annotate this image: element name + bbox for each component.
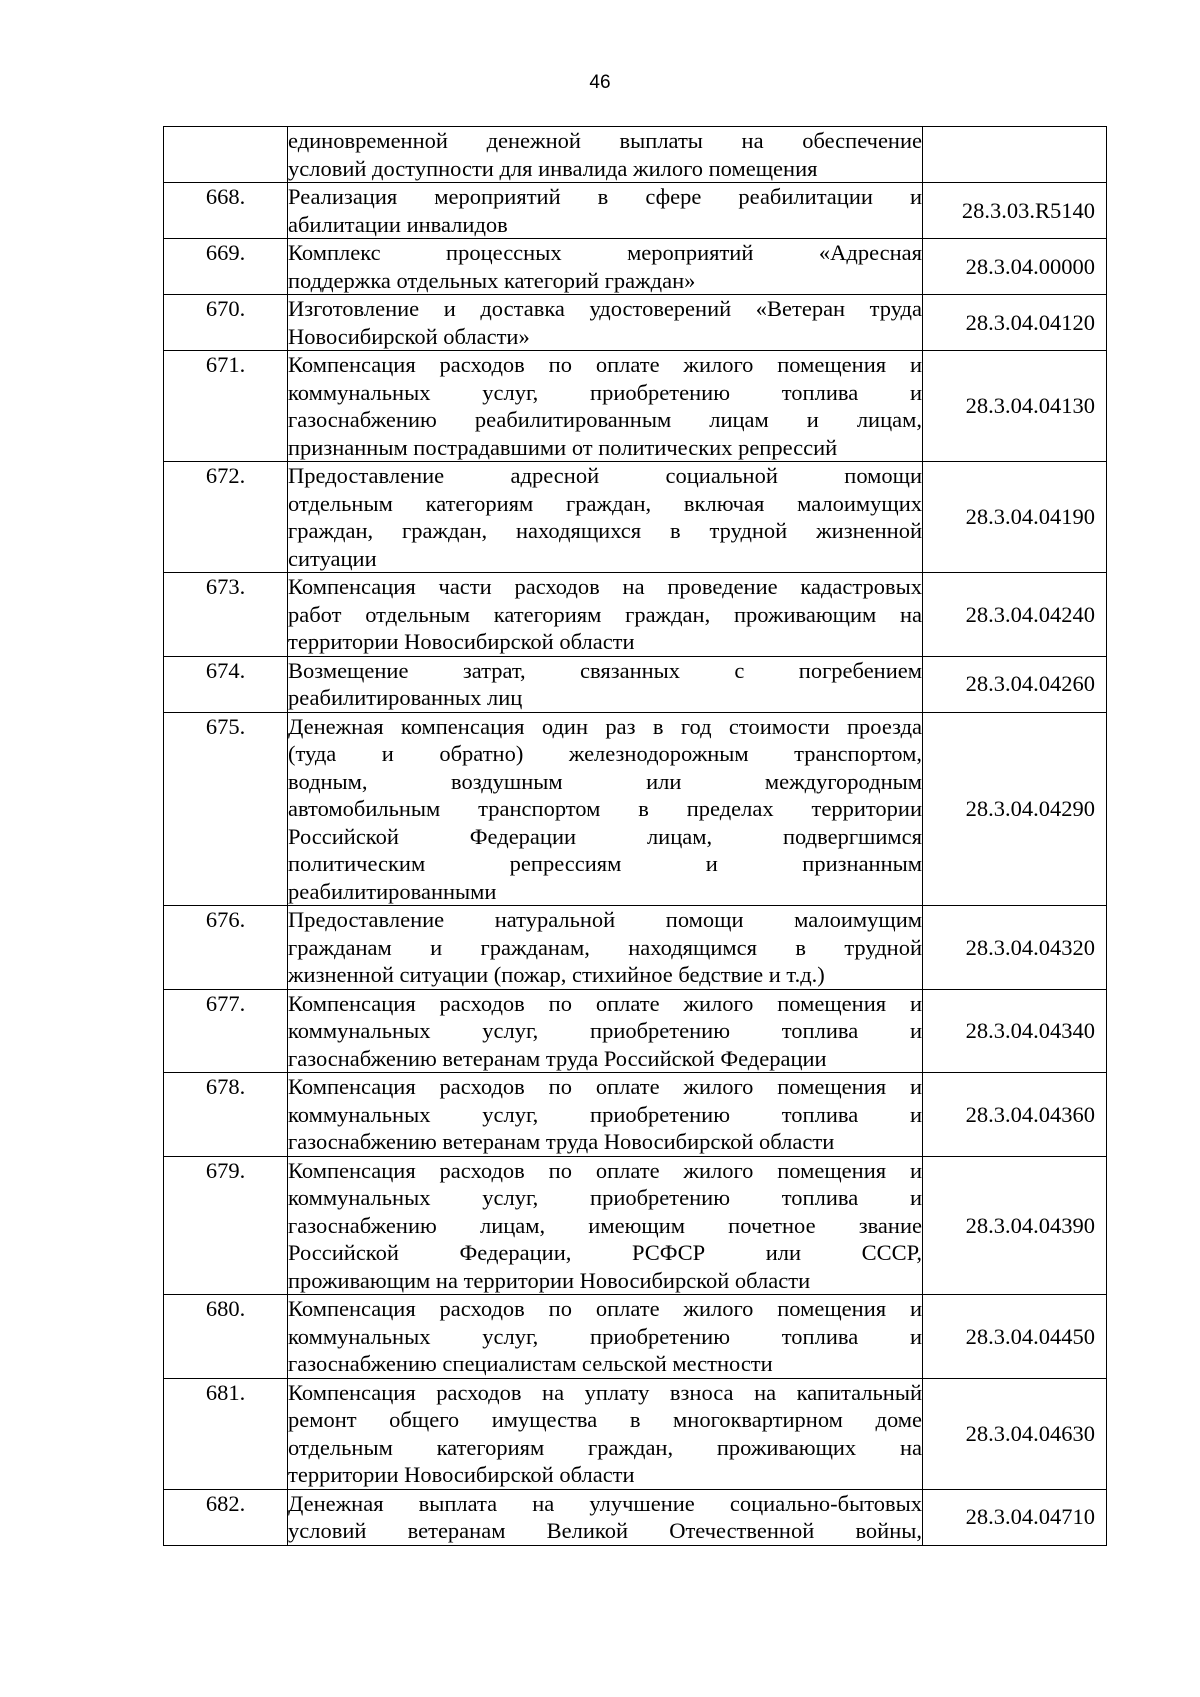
description-line: коммунальных услуг, приобретению топлива и (288, 1185, 922, 1210)
row-code: 28.3.04.04320 (923, 906, 1107, 990)
row-code: 28.3.04.04710 (923, 1489, 1107, 1545)
description-line: автомобильным транспортом в пределах территории (288, 796, 922, 821)
description-line: отдельным категориям граждан, включая малоимущих (288, 490, 922, 516)
description-line: работ отдельным категориям граждан, проживающим на (288, 601, 922, 627)
row-number: 673. (164, 573, 288, 657)
row-description (288, 656, 923, 712)
row-code: 28.3.04.04450 (923, 1295, 1107, 1379)
row-description (288, 906, 923, 990)
table-row (164, 127, 1107, 183)
table-row (164, 989, 1107, 1073)
description-line: ситуации (288, 545, 377, 571)
description-line: поддержка отдельных категорий граждан» (288, 267, 696, 293)
table-row (164, 295, 1107, 351)
row-code: 28.3.04.04360 (923, 1073, 1107, 1157)
row-code: 28.3.04.04190 (923, 462, 1107, 573)
table-row (164, 906, 1107, 990)
table-row (164, 1073, 1107, 1157)
description-line: Предоставление натуральной помощи малоимущим (288, 907, 922, 932)
row-description (288, 127, 923, 183)
description-line: газоснабжению специалистам сельской местности (288, 1351, 773, 1376)
table-row (164, 239, 1107, 295)
row-description (288, 239, 923, 295)
description-line: Компенсация расходов по оплате жилого помещения и (288, 1296, 922, 1321)
description-line: граждан, граждан, находящихся в трудной жизненной (288, 518, 922, 543)
description-line: реабилитированными (288, 878, 497, 904)
description-line: условий ветеранам Великой Отечественной войны, (288, 1518, 922, 1543)
description-line: Изготовление и доставка удостоверений «Ветеран труда (288, 296, 922, 321)
row-number: 678. (164, 1073, 288, 1157)
description-line: Реализация мероприятий в сфере реабилитации и (288, 184, 922, 209)
row-code: 28.3.03.R5140 (923, 183, 1107, 239)
description-line: (туда и обратно) железнодорожным транспортом, (288, 741, 922, 766)
description-line: Российской Федерации, РСФСР или СССР, (288, 1240, 922, 1265)
row-number: 682. (164, 1489, 288, 1545)
row-number: 681. (164, 1378, 288, 1489)
row-number: 671. (164, 351, 288, 462)
row-number: 669. (164, 239, 288, 295)
description-line: территории Новосибирской области (288, 629, 635, 654)
row-number: 676. (164, 906, 288, 990)
description-line: Компенсация расходов по оплате жилого помещения и (288, 990, 922, 1016)
row-number: 675. (164, 712, 288, 906)
row-description (288, 295, 923, 351)
table-row (164, 351, 1107, 462)
row-number: 672. (164, 462, 288, 573)
description-line: проживающим на территории Новосибирской области (288, 1267, 811, 1293)
row-code: 28.3.04.00000 (923, 239, 1107, 295)
description-line: абилитации инвалидов (288, 211, 508, 237)
row-description (288, 1295, 923, 1379)
row-number (164, 127, 288, 183)
description-line: ремонт общего имущества в многоквартирном доме (288, 1407, 922, 1432)
table-row (164, 656, 1107, 712)
description-line: Денежная компенсация один раз в год стоимости проезда (288, 713, 922, 739)
row-code: 28.3.04.04290 (923, 712, 1107, 906)
description-line: реабилитированных лиц (288, 685, 523, 710)
description-line: территории Новосибирской области (288, 1462, 635, 1487)
row-number: 679. (164, 1156, 288, 1295)
row-number: 668. (164, 183, 288, 239)
table-row (164, 1489, 1107, 1545)
description-line: Российской Федерации лицам, подвергшимся (288, 823, 922, 849)
description-line: Компенсация расходов по оплате жилого помещения и (288, 352, 922, 377)
row-code: 28.3.04.04260 (923, 656, 1107, 712)
description-line: гражданам и гражданам, находящимся в трудной (288, 934, 922, 960)
description-line: признанным пострадавшими от политических репрессий (288, 434, 838, 460)
row-description (288, 351, 923, 462)
description-line: газоснабжению реабилитированным лицам и лицам, (288, 407, 922, 432)
description-line: жизненной ситуации (пожар, стихийное бедствие и т.д.) (288, 962, 825, 987)
row-description (288, 989, 923, 1073)
row-code: 28.3.04.04390 (923, 1156, 1107, 1295)
description-line: единовременной денежной выплаты на обеспечение (288, 128, 922, 153)
budget-classification-table (163, 126, 1107, 1546)
description-line: газоснабжению ветеранам труда Новосибирской области (288, 1129, 835, 1154)
description-line: Компенсация части расходов на проведение кадастровых (288, 574, 922, 599)
row-description (288, 183, 923, 239)
description-line: Компенсация расходов по оплате жилого помещения и (288, 1157, 922, 1183)
row-number: 680. (164, 1295, 288, 1379)
table-body (164, 127, 1107, 1546)
row-code: 28.3.04.04240 (923, 573, 1107, 657)
table-row (164, 462, 1107, 573)
description-line: коммунальных услуг, приобретению топлива и (288, 1323, 922, 1349)
row-description (288, 1073, 923, 1157)
table-row (164, 573, 1107, 657)
row-code: 28.3.04.04120 (923, 295, 1107, 351)
description-line: Денежная выплата на улучшение социально-бытовых (288, 1490, 922, 1516)
description-line: отдельным категориям граждан, проживающих на (288, 1434, 922, 1460)
description-line: условий доступности для инвалида жилого помещения (288, 155, 818, 181)
description-line: коммунальных услуг, приобретению топлива и (288, 379, 922, 405)
row-code: 28.3.04.04630 (923, 1378, 1107, 1489)
description-line: газоснабжению лицам, имеющим почетное звание (288, 1212, 922, 1238)
page-number: 46 (589, 72, 611, 93)
table-row (164, 1156, 1107, 1295)
row-description (288, 1378, 923, 1489)
row-number: 677. (164, 989, 288, 1073)
row-code (923, 127, 1107, 183)
table-row (164, 712, 1107, 906)
row-code: 28.3.04.04340 (923, 989, 1107, 1073)
description-line: водным, воздушным или междугородным (288, 768, 922, 794)
description-line: Предоставление адресной социальной помощи (288, 463, 922, 488)
description-line: Новосибирской области» (288, 323, 530, 349)
row-description (288, 712, 923, 906)
table-row (164, 1378, 1107, 1489)
row-number: 674. (164, 656, 288, 712)
row-number: 670. (164, 295, 288, 351)
table-row (164, 1295, 1107, 1379)
table-row (164, 183, 1107, 239)
description-line: Возмещение затрат, связанных с погребением (288, 657, 922, 683)
row-description (288, 573, 923, 657)
row-description (288, 462, 923, 573)
description-line: политическим репрессиям и признанным (288, 851, 922, 876)
row-code: 28.3.04.04130 (923, 351, 1107, 462)
row-description (288, 1156, 923, 1295)
description-line: коммунальных услуг, приобретению топлива и (288, 1018, 922, 1043)
description-line: Комплекс процессных мероприятий «Адресная (288, 240, 922, 265)
row-description (288, 1489, 923, 1545)
description-line: Компенсация расходов на уплату взноса на капитальный (288, 1379, 922, 1405)
description-line: Компенсация расходов по оплате жилого помещения и (288, 1074, 922, 1099)
description-line: коммунальных услуг, приобретению топлива и (288, 1101, 922, 1127)
description-line: газоснабжению ветеранам труда Российской Федерации (288, 1045, 827, 1071)
